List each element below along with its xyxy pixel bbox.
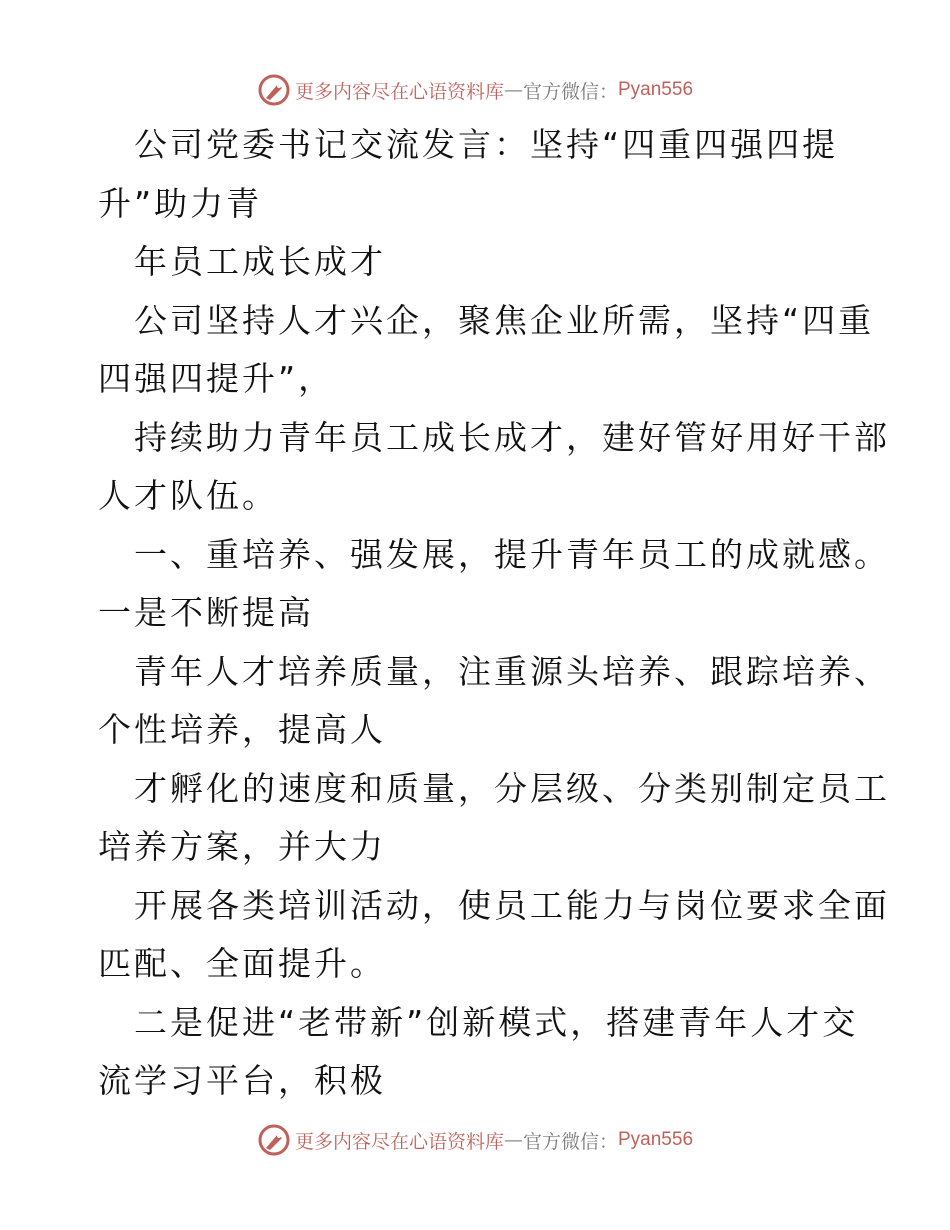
pen-nib-circle-icon [257, 73, 291, 107]
text-line: 人才队伍。 [98, 476, 278, 515]
watermark-wechat-label: 官方微信： [522, 80, 618, 103]
text-line: 一、重培养、强发展，提升青年员工的成就感。 [134, 534, 890, 574]
watermark-brand: 更多内容尽在心语资料库 [294, 80, 504, 103]
text-line: 才孵化的速度和质量，分层级、分类别制定员工 [134, 768, 890, 808]
text-line: 公司党委书记交流发言：坚持“四重四强四提 [134, 125, 839, 164]
footer-watermark [0, 1120, 950, 1160]
text-line: 青年人才培养质量，注重源头培养、跟踪培养、 [134, 651, 890, 691]
text-line: 四强四提升”， [98, 359, 335, 398]
watermark-separator: — [503, 1129, 523, 1151]
text-line: 二是促进“老带新”创新模式，搭建青年人才交 [134, 1002, 859, 1042]
watermark-wechat-id: Pyan556 [618, 79, 694, 100]
text-line: 公司坚持人才兴企，聚焦企业所需，坚持“四重 [134, 300, 875, 340]
text-line: 一是不断提高 [98, 593, 314, 632]
text-line: 培养方案，并大力 [98, 827, 386, 866]
watermark-separator: — [503, 79, 523, 101]
text-line: 匹配、全面提升。 [98, 944, 386, 983]
text-line: 升”助力青 [98, 183, 263, 223]
document-body [98, 116, 890, 1111]
pen-nib-circle-icon [257, 1123, 291, 1157]
text-line: 开展各类培训活动，使员工能力与岗位要求全面 [134, 885, 890, 925]
watermark-brand: 更多内容尽在心语资料库 [294, 1130, 504, 1153]
watermark-wechat-id: Pyan556 [618, 1129, 694, 1150]
text-line: 年员工成长成才 [134, 242, 386, 281]
text-line: 持续助力青年员工成长成才，建好管好用好干部 [134, 417, 890, 457]
text-line: 个性培养，提高人 [98, 710, 386, 749]
header-watermark [0, 70, 950, 110]
watermark-wechat-label: 官方微信： [522, 1130, 618, 1153]
text-line: 流学习平台，积极 [98, 1061, 386, 1100]
